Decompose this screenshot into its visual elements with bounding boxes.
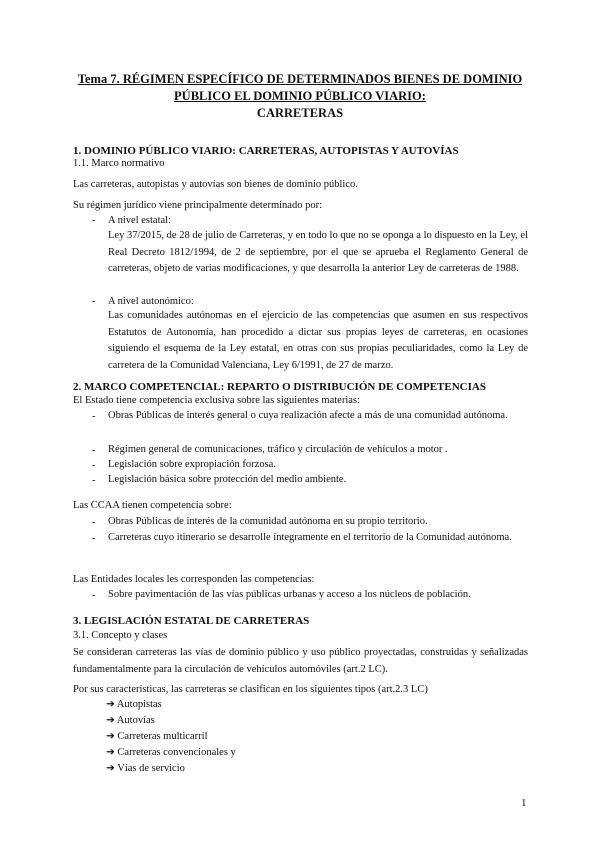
dash-bullet: -	[92, 445, 96, 456]
list-item: Legislación sobre expropiación forzosa.	[108, 459, 276, 470]
arrow-list-item: ➔ Vías de servicio	[106, 763, 185, 774]
arrow-list-item: ➔ Carreteras convencionales y	[106, 747, 236, 758]
paragraph: Las Entidades locales les corresponden las competencias:	[73, 574, 315, 585]
dash-bullet: -	[92, 411, 96, 422]
section-1-1-subheading: 1.1. Marco normativo	[73, 158, 165, 169]
dash-bullet: -	[92, 215, 96, 226]
doc-title-line-2: PÚBLICO EL DOMINIO PÚBLICO VIARIO:	[174, 89, 426, 103]
page-number: 1	[521, 797, 527, 809]
doc-title-line-3: CARRETERAS	[256, 106, 344, 120]
dash-bullet: -	[92, 533, 96, 544]
list-item-text: Las comunidades autónomas en el ejercicio de las competencias que asumen en sus respectivos Estatutos de Autonomía, han procedido a dictar sus propias leyes de carreteras, en ocasiones siguiendo el esquema de la Ley estatal, en otras con sus propias peculiaridades, como la Ley de carretera de la Comunidad Valenciana, Ley 6/1991, de 27 de marzo.	[108, 310, 528, 371]
dash-bullet: -	[92, 475, 96, 486]
list-item: Obras Públicas de interés general o cuya realización afecte a más de una comunidad autónoma.	[108, 410, 508, 421]
list-item: Obras Públicas de interés de la comunidad autónoma en su propio territorio.	[108, 516, 428, 527]
paragraph: Por sus características, las carreteras se clasifican en los siguientes tipos (art.2.3 LC)	[73, 684, 428, 695]
list-item: Legislación básica sobre protección del medio ambiente.	[108, 474, 347, 485]
section-2-heading: 2. MARCO COMPETENCIAL: REPARTO O DISTRIBUCIÓN DE COMPETENCIAS	[73, 381, 486, 393]
arrow-list-item: ➔ Carreteras multicarril	[106, 731, 208, 742]
dash-bullet: -	[92, 296, 96, 307]
section-3-heading: 3. LEGISLACIÓN ESTATAL DE CARRETERAS	[73, 615, 310, 627]
list-item: Régimen general de comunicaciones, tráfico y circulación de vehículos a motor .	[108, 444, 448, 455]
dash-bullet: -	[92, 460, 96, 471]
dash-bullet: -	[92, 517, 96, 528]
paragraph: Su régimen jurídico viene principalmente determinado por:	[73, 200, 323, 211]
list-item-text: Ley 37/2015, de 28 de julio de Carreteras, y en todo lo que no se oponga a lo dispuesto en la Ley, el Real Decreto 1812/1994, de 2 de septiembre, por el que se aprueba el Reglamento General de carreteras, objeto de varias modificaciones, y que desarrolla la anterior Ley de carreteras de 1988.	[108, 230, 528, 274]
list-item-label: A nivel estatal:	[108, 215, 171, 226]
section-1-heading: 1. DOMINIO PÚBLICO VIARIO: CARRETERAS, AUTOPISTAS Y AUTOVÍAS	[73, 145, 459, 157]
section-3-1-subheading: 3.1. Concepto y clases	[73, 630, 168, 641]
paragraph: Se consideran carreteras las vías de dominio público y uso público proyectadas, construidas y señalizadas fundamentalmente para la circulación de vehículos automóviles (art.2 LC).	[73, 647, 528, 675]
paragraph: Las CCAA tienen competencia sobre:	[73, 500, 232, 511]
paragraph: Las carreteras, autopistas y autovías son bienes de dominio público.	[73, 179, 358, 190]
arrow-list-item: ➔ Autovías	[106, 715, 155, 726]
list-item-label: A nivel autonómico:	[108, 296, 194, 307]
paragraph: El Estado tiene competencia exclusiva sobre las siguientes materias:	[73, 395, 360, 406]
list-item: Sobre pavimentación de las vías públicas urbanas y acceso a los núcleos de población.	[108, 589, 471, 600]
dash-bullet: -	[92, 590, 96, 601]
arrow-list-item: ➔ Autopistas	[106, 699, 162, 710]
list-item: Carreteras cuyo itinerario se desarrolle íntegramente en el territorio de la Comunidad autónoma.	[108, 532, 512, 543]
doc-title-line-1: Tema 7. RÉGIMEN ESPECÍFICO DE DETERMINADOS BIENES DE DOMINIO	[77, 72, 523, 86]
